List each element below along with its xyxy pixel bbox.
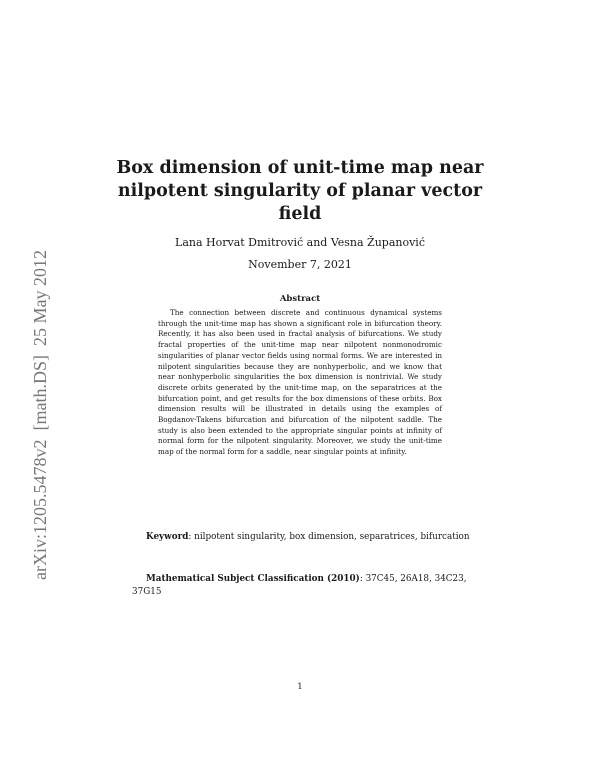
arxiv-identifier-stamp: [6, 188, 62, 588]
arxiv-identifier-text: arXiv:1205.5478v2 [math.DS] 25 May 2012: [30, 250, 50, 580]
page-number: 1: [297, 682, 303, 692]
title-line: nilpotent singularity of planar vector: [117, 181, 483, 201]
msc-label: Mathematical Subject Classification (2010): [146, 574, 360, 584]
paper-authors: Lana Horvat Dmitrović and Vesna Županović: [175, 236, 425, 249]
msc-line: [132, 573, 472, 599]
paper-date: November 7, 2021: [248, 258, 352, 271]
title-line: field: [278, 204, 322, 224]
paper-title: [100, 157, 500, 226]
keywords-line: [146, 531, 476, 543]
title-line: Box dimension of unit-time map near: [116, 158, 484, 178]
msc-codes: : 37C45, 26A18, 34C23, 37G15: [132, 574, 467, 597]
keywords-text: : nilpotent singularity, box dimension, separatrices, bifurcation: [188, 532, 470, 542]
abstract-text: The connection between discrete and continuous dynamical systems through the unit-time map has shown a significant role in bifurcation theory. Recently, it has also been used in fractal analysis of bifurcations. We study fractal properties of the unit-time map near nilpotent nonmonodromic singularities of planar vector fields using normal forms. We are interested in nilpotent singularities because they are nonhyperbolic, and we know that near nonhyperbolic singularities the box dimension is nontrivial. We study discrete orbits generated by the unit-time map, on the separatrices at the bifurcation point, and get results for the box dimensions of these orbits. Box dimension results will be illustrated in details using the examples of Bogdanov-Takens bifurcation and bifurcation of the nilpotent saddle. The study is also been extended to the appropriate singular points at infinity of normal form for the nilpotent singularity. Moreover, we study the unit-time map of the normal form for a saddle, near singular points at infinity.: [158, 308, 442, 457]
keywords-label: Keyword: [146, 532, 189, 542]
abstract-heading: Abstract: [279, 294, 321, 304]
